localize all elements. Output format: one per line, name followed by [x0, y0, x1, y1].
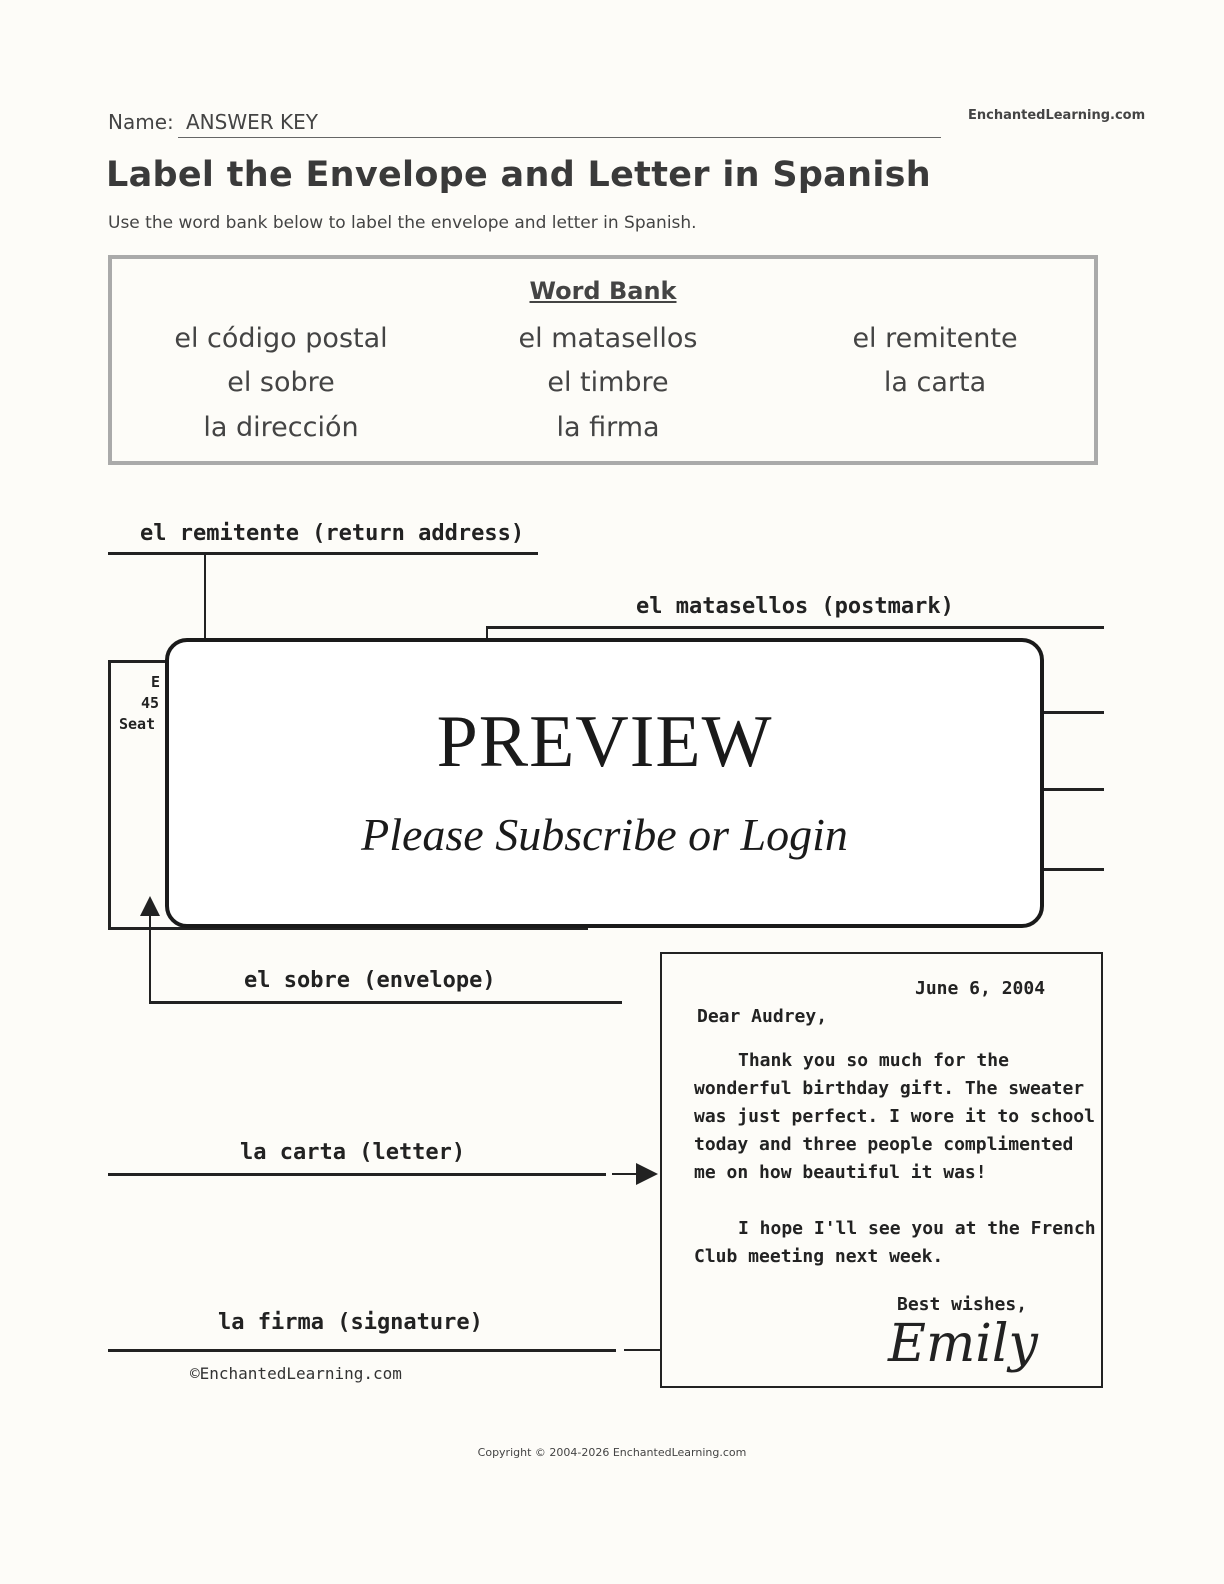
- pointer-remitente: [204, 554, 206, 638]
- arrow-up-icon: [140, 896, 160, 918]
- envelope-return-line: Seat: [119, 715, 156, 733]
- preview-title: PREVIEW: [436, 701, 773, 783]
- word-bank-word: el matasellos: [518, 323, 698, 354]
- letter-date: June 6, 2004: [915, 978, 1046, 999]
- letter-signature: Emily: [888, 1314, 1038, 1374]
- page-title: Label the Envelope and Letter in Spanish: [106, 155, 931, 195]
- word-bank-word: la dirección: [203, 412, 359, 443]
- label-line-hidden: [1038, 711, 1104, 714]
- word-bank-word: la carta: [883, 367, 987, 398]
- word-bank-word: el sobre: [227, 367, 335, 398]
- label-line-carta: [108, 1173, 606, 1176]
- label-line-sobre: [149, 1001, 622, 1004]
- word-bank-word: el código postal: [174, 323, 388, 354]
- pointer-sobre: [149, 913, 151, 1003]
- word-bank-word: la firma: [556, 412, 660, 443]
- letter: [660, 952, 1103, 1388]
- label-line-hidden: [1038, 868, 1104, 871]
- label-line-remitente: [108, 552, 538, 555]
- name-label: Name:: [108, 110, 174, 134]
- label-matasellos: el matasellos (postmark): [636, 594, 954, 619]
- label-line-firma: [108, 1349, 616, 1352]
- instructions: Use the word bank below to label the envelope and letter in Spanish.: [108, 213, 697, 233]
- envelope-return-line: E: [151, 673, 161, 691]
- letter-line: me on how beautiful it was!: [694, 1162, 987, 1183]
- label-remitente: el remitente (return address): [140, 521, 525, 546]
- letter-greeting: Dear Audrey,: [697, 1006, 828, 1027]
- preview-subtitle[interactable]: Please Subscribe or Login: [361, 809, 848, 860]
- word-bank-word: el remitente: [852, 323, 1018, 354]
- footer-copyright: Copyright © 2004-2026 EnchantedLearning.com: [477, 1446, 747, 1459]
- diagram-copyright: ©EnchantedLearning.com: [190, 1364, 402, 1383]
- envelope-return-line: 45: [141, 694, 160, 712]
- letter-line: Club meeting next week.: [694, 1246, 944, 1267]
- label-line-matasellos: [486, 626, 1104, 629]
- label-sobre: el sobre (envelope): [244, 968, 496, 993]
- label-line-hidden: [1038, 788, 1104, 791]
- letter-line: I hope I'll see you at the French: [738, 1218, 1096, 1239]
- letter-line: was just perfect. I wore it to school: [694, 1106, 1095, 1127]
- word-bank-heading: Word Bank: [529, 277, 677, 305]
- name-underline: [178, 137, 941, 138]
- letter-line: wonderful birthday gift. The sweater: [694, 1078, 1085, 1099]
- letter-line: today and three people complimented: [694, 1134, 1074, 1155]
- word-bank-word: el timbre: [547, 367, 669, 398]
- letter-closing: Best wishes,: [897, 1294, 1028, 1315]
- label-carta: la carta (letter): [240, 1140, 466, 1165]
- preview-overlay[interactable]: [165, 638, 1044, 928]
- word-bank: [108, 255, 1098, 465]
- site-name: EnchantedLearning.com: [968, 108, 1146, 123]
- name-value: ANSWER KEY: [186, 110, 318, 134]
- letter-line: Thank you so much for the: [738, 1050, 1009, 1071]
- label-firma: la firma (signature): [218, 1310, 483, 1335]
- arrow-right-icon: [636, 1163, 658, 1185]
